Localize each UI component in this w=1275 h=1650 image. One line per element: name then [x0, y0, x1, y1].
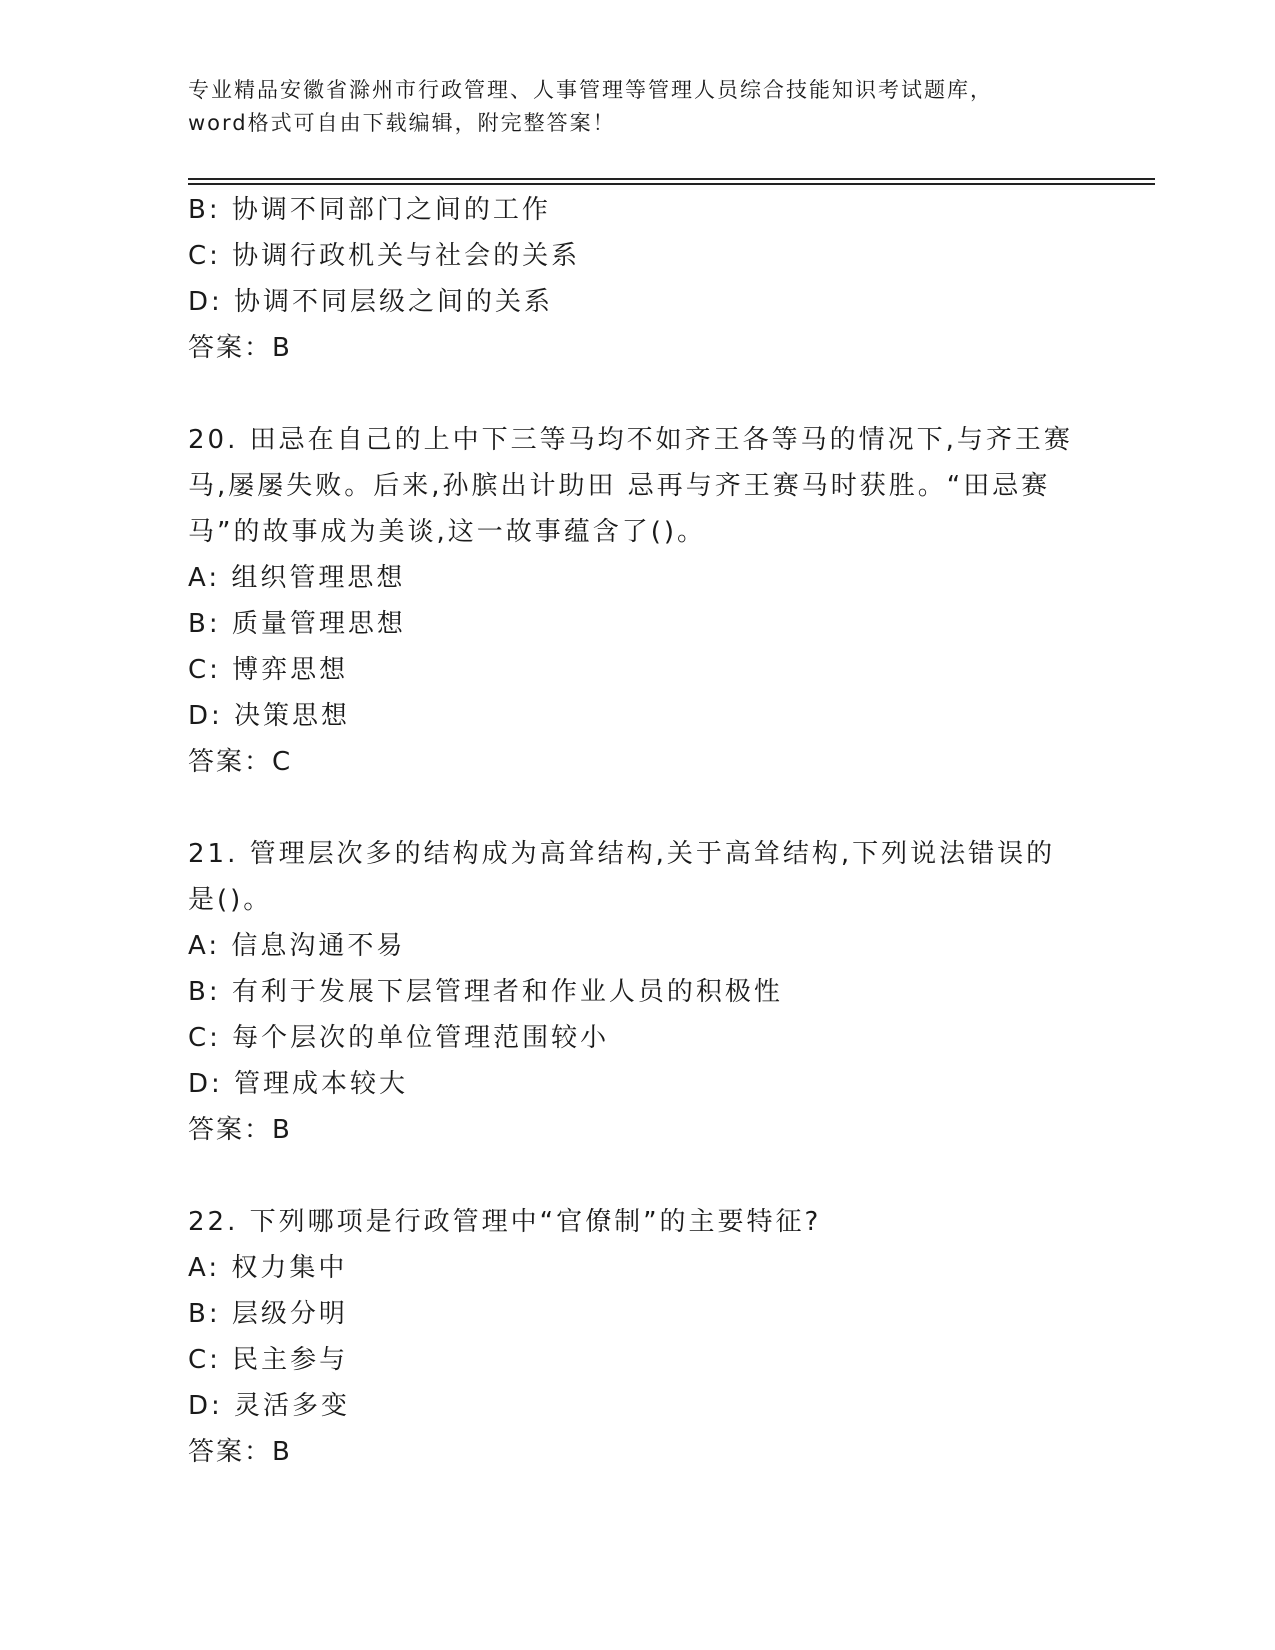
header-divider-top	[188, 178, 1155, 180]
option-b: B: 质量管理思想	[188, 609, 406, 639]
option-c: C: 每个层次的单位管理范围较小	[188, 1023, 610, 1053]
option-c: C: 协调行政机关与社会的关系	[188, 241, 581, 271]
question-stem-line: 22. 下列哪项是行政管理中“官僚制”的主要特征?	[188, 1207, 822, 1237]
option-a: A: 权力集中	[188, 1253, 348, 1283]
spacer	[188, 371, 1088, 417]
option-a: A: 信息沟通不易	[188, 931, 406, 961]
answer: 答案：B	[188, 333, 292, 363]
question-21	[188, 831, 1088, 1153]
option-c: C: 博弈思想	[188, 655, 349, 685]
option-b: B: 层级分明	[188, 1299, 348, 1329]
option-d: D: 协调不同层级之间的关系	[188, 287, 554, 317]
option-b: B: 有利于发展下层管理者和作业人员的积极性	[188, 977, 783, 1007]
header-line-1: 专业精品安徽省滁州市行政管理、人事管理等管理人员综合技能知识考试题库，	[188, 78, 993, 102]
question-stem-line: 21. 管理层次多的结构成为高耸结构,关于高耸结构,下列说法错误的	[188, 839, 1056, 869]
option-c: C: 民主参与	[188, 1345, 349, 1375]
question-22	[188, 1199, 1088, 1475]
spacer	[188, 785, 1088, 831]
question-stem-line: 20. 田忌在自己的上中下三等马均不如齐王各等马的情况下,与齐王赛	[188, 425, 1073, 455]
answer: 答案：B	[188, 1115, 292, 1145]
question-stem-line: 马,屡屡失败。后来,孙膑出计助田 忌再与齐王赛马时获胜。“田忌赛	[188, 471, 1051, 501]
spacer	[188, 1153, 1088, 1199]
question-19-tail	[188, 187, 1088, 371]
question-stem-line: 马”的故事成为美谈,这一故事蕴含了()。	[188, 517, 707, 547]
header-divider-bottom	[188, 183, 1155, 185]
question-20	[188, 417, 1088, 785]
option-b: B: 协调不同部门之间的工作	[188, 195, 551, 225]
answer: 答案：B	[188, 1437, 292, 1467]
option-d: D: 灵活多变	[188, 1391, 351, 1421]
answer: 答案：C	[188, 747, 293, 777]
option-d: D: 管理成本较大	[188, 1069, 409, 1099]
header-line-2: word格式可自由下载编辑，附完整答案！	[188, 111, 616, 135]
question-stem-line: 是()。	[188, 885, 273, 915]
option-d: D: 决策思想	[188, 701, 351, 731]
option-a: A: 组织管理思想	[188, 563, 406, 593]
document-header	[188, 74, 1088, 140]
question-list	[188, 187, 1088, 1475]
